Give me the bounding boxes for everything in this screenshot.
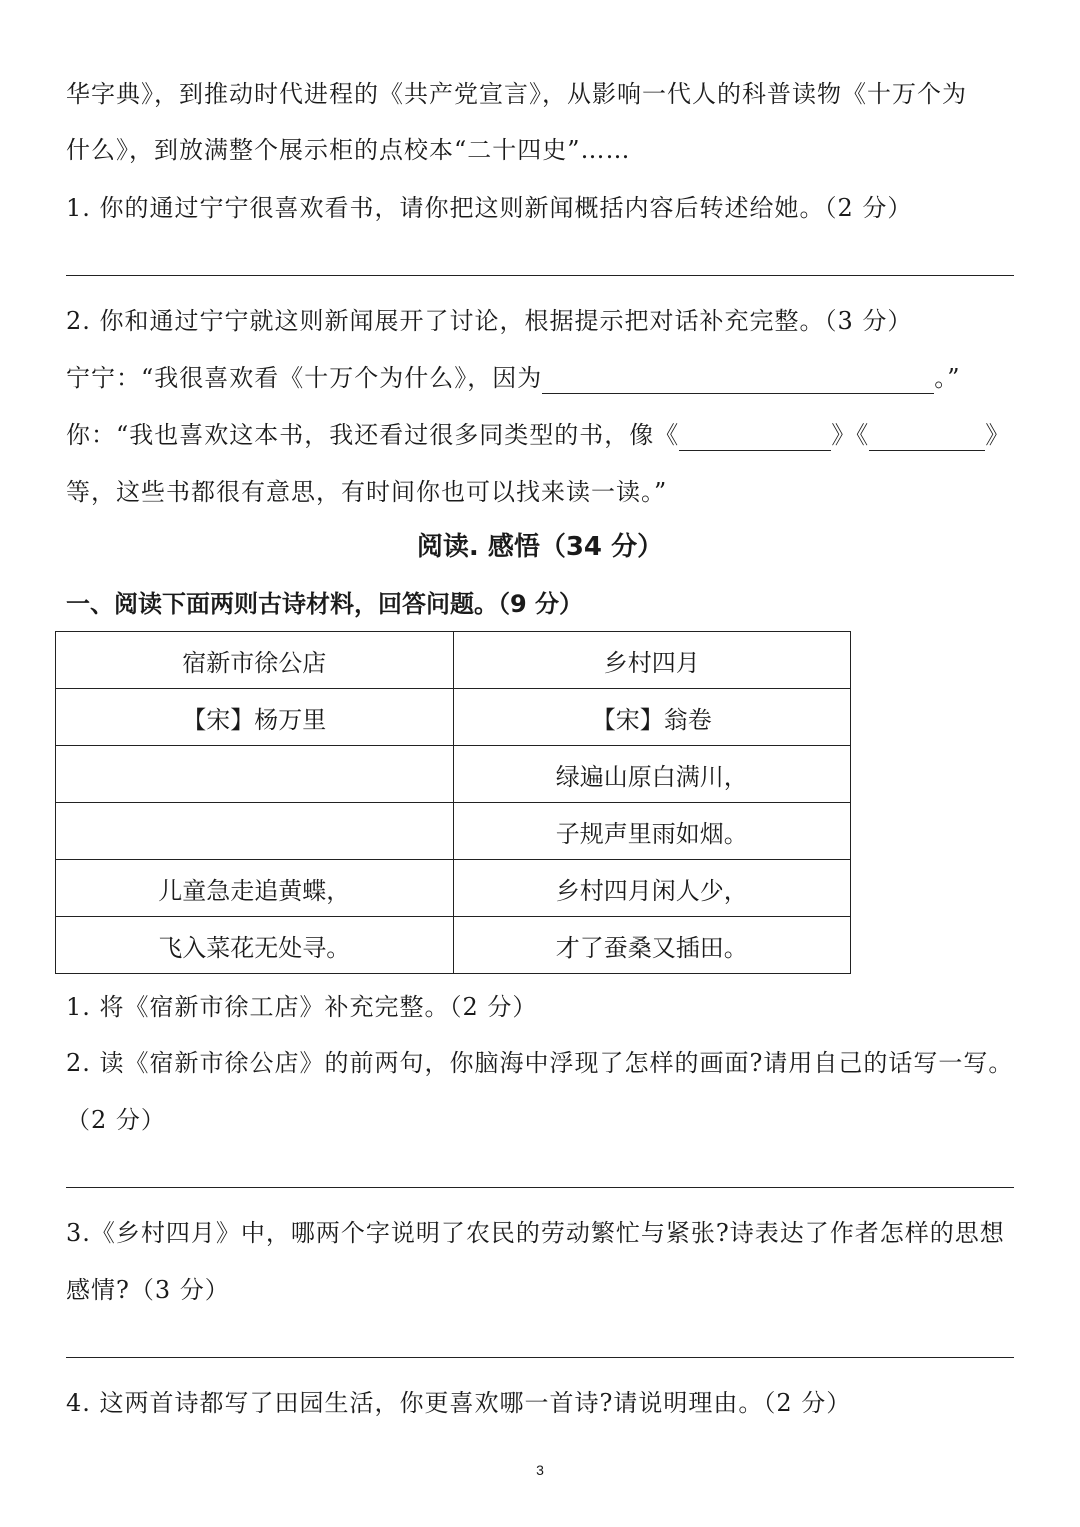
- part-1-heading: 一、阅读下面两则古诗材料，回答问题。（9 分）: [66, 590, 584, 618]
- intro-line-2: 什么》，到放满整个展示柜的点校本“二十四史”……: [66, 136, 631, 164]
- poem-question-4: 4. 这两首诗都写了田园生活，你更喜欢哪一首诗?请说明理由。（2 分）: [66, 1389, 852, 1417]
- poem-2-line-1: 绿遍山原白满川，: [453, 746, 851, 803]
- table-row: [56, 689, 851, 746]
- dialogue-you-mid: 》《: [831, 421, 870, 449]
- poem-1-line-3: 儿童急走追黄蝶，: [56, 860, 454, 917]
- dialogue-ningning: [66, 362, 961, 394]
- page-number: 3: [536, 1462, 544, 1478]
- poem-question-1: 1. 将《宿新市徐工店》补充完整。（2 分）: [66, 993, 538, 1021]
- table-row: [56, 746, 851, 803]
- table-row: [56, 917, 851, 974]
- dialogue-ningning-prefix: 宁宁：“我很喜欢看《十万个为什么》，因为: [66, 364, 543, 392]
- section-title: 阅读. 感悟（34 分）: [416, 532, 664, 562]
- table-row: [56, 632, 851, 689]
- poem-question-2: 2. 读《宿新市徐公店》的前两句，你脑海中浮现了怎样的画面?请用自己的话写一写。: [66, 1049, 1014, 1077]
- poem-2-line-4: 才了蚕桑又插田。: [453, 917, 851, 974]
- poem-question-2-score: （2 分）: [66, 1106, 166, 1134]
- poem-1-line-4: 飞入菜花无处寻。: [56, 917, 454, 974]
- blank-book-1[interactable]: [679, 424, 831, 451]
- poem-2-title: 乡村四月: [453, 632, 851, 689]
- dialogue-you-prefix: 你：“我也喜欢这本书，我还看过很多同类型的书，像《: [66, 421, 680, 449]
- question-2: 2. 你和通过宁宁就这则新闻展开了讨论，根据提示把对话补充完整。（3 分）: [66, 307, 913, 335]
- poem-table: [55, 631, 851, 974]
- blank-reason[interactable]: [542, 367, 934, 394]
- blank-book-2[interactable]: [869, 424, 985, 451]
- poem-1-author: 【宋】杨万里: [56, 689, 454, 746]
- answer-line[interactable]: [66, 275, 1014, 276]
- answer-line[interactable]: [66, 1187, 1014, 1188]
- question-1: 1. 你的通过宁宁很喜欢看书，请你把这则新闻概括内容后转述给她。（2 分）: [66, 194, 913, 222]
- poem-question-3: 3.《乡村四月》中，哪两个字说明了农民的劳动繁忙与紧张?诗表达了作者怎样的思想: [66, 1219, 1005, 1247]
- table-row: [56, 803, 851, 860]
- poem-1-title: 宿新市徐公店: [56, 632, 454, 689]
- answer-line[interactable]: [66, 1357, 1014, 1358]
- poem-1-blank-line-1[interactable]: [56, 746, 454, 803]
- intro-line-1: 华字典》，到推动时代进程的《共产党宣言》，从影响一代人的科普读物《十万个为: [66, 80, 967, 108]
- poem-2-line-2: 子规声里雨如烟。: [453, 803, 851, 860]
- poem-2-author: 【宋】翁卷: [453, 689, 851, 746]
- poem-2-line-3: 乡村四月闲人少，: [453, 860, 851, 917]
- table-row: [56, 860, 851, 917]
- poem-question-3-line-2: 感情?（3 分）: [66, 1276, 230, 1304]
- dialogue-you-suffix: 》: [985, 421, 1011, 449]
- dialogue-ningning-suffix: 。”: [934, 364, 961, 392]
- dialogue-you: [66, 419, 1010, 451]
- poem-1-blank-line-2[interactable]: [56, 803, 454, 860]
- dialogue-you-line-2: 等，这些书都很有意思，有时间你也可以找来读一读。”: [66, 478, 668, 506]
